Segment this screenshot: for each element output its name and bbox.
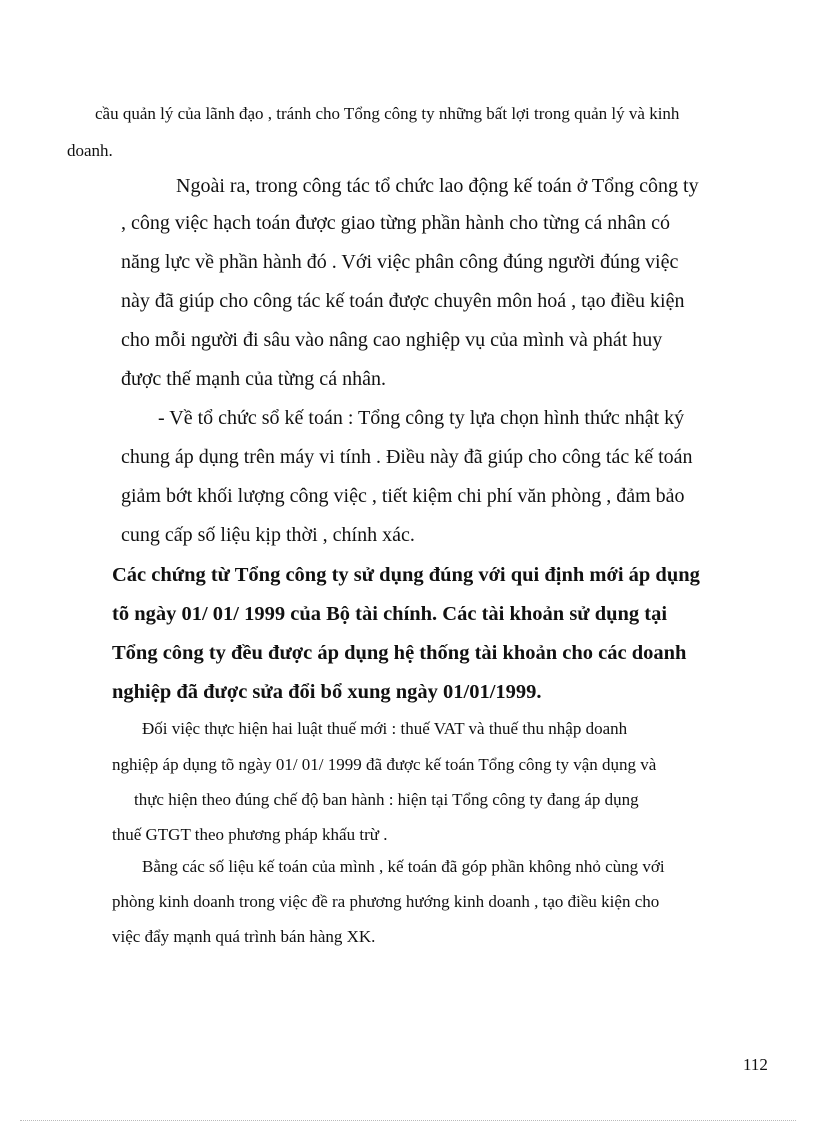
text-line: được thế mạnh của từng cá nhân. — [121, 368, 386, 390]
text-line: doanh. — [67, 141, 113, 160]
text-line: cầu quản lý của lãnh đạo , tránh cho Tổng công ty những bất lợi trong quản lý và kinh — [95, 104, 680, 123]
text-line: chung áp dụng trên máy vi tính . Điều này đã giúp cho công tác kế toán — [121, 446, 693, 468]
text-line: giảm bớt khối lượng công việc , tiết kiệm chi phí văn phòng , đảm bảo — [121, 485, 685, 507]
bold-text-line: Các chứng từ Tổng công ty sử dụng đúng với qui định mới áp dụng — [112, 564, 700, 586]
text-line: - Về tổ chức sổ kế toán : Tổng công ty lựa chọn hình thức nhật ký — [158, 407, 685, 429]
page-number: 112 — [743, 1055, 768, 1074]
bold-text-line: nghiệp đã được sửa đổi bổ xung ngày 01/01/1999. — [112, 681, 542, 703]
text-line: nghiệp áp dụng tõ ngày 01/ 01/ 1999 đã được kế toán Tổng công ty vận dụng và — [112, 755, 657, 774]
bold-text-line: Tổng công ty đều được áp dụng hệ thống tài khoản cho các doanh — [112, 642, 687, 664]
text-line: cho mỗi người đi sâu vào nâng cao nghiệp vụ của mình và phát huy — [121, 329, 663, 351]
text-line: Bằng các số liệu kế toán của mình , kế toán đã góp phần không nhỏ cùng với — [142, 857, 665, 876]
text-line: năng lực về phần hành đó . Với việc phân công đúng người đúng việc — [121, 251, 679, 273]
text-line: , công việc hạch toán được giao từng phần hành cho từng cá nhân có — [121, 212, 671, 234]
text-line: phòng kinh doanh trong việc đề ra phương hướng kinh doanh , tạo điều kiện cho — [112, 892, 660, 911]
text-line: việc đẩy mạnh quá trình bán hàng XK. — [112, 927, 376, 946]
text-line: này đã giúp cho công tác kế toán được chuyên môn hoá , tạo điều kiện — [121, 290, 685, 312]
text-line: thuế GTGT theo phương pháp khấu trừ . — [112, 825, 388, 844]
bold-text-line: tõ ngày 01/ 01/ 1999 của Bộ tài chính. Các tài khoản sử dụng tại — [112, 603, 668, 625]
text-line: cung cấp số liệu kịp thời , chính xác. — [121, 524, 415, 546]
text-line: thực hiện theo đúng chế độ ban hành : hiện tại Tổng công ty đang áp dụng — [134, 790, 639, 809]
text-line: Đối việc thực hiện hai luật thuế mới : thuế VAT và thuế thu nhập doanh — [142, 719, 628, 738]
footer-divider — [20, 1120, 796, 1121]
text-line: Ngoài ra, trong công tác tổ chức lao động kế toán ở Tổng công ty — [176, 175, 699, 197]
